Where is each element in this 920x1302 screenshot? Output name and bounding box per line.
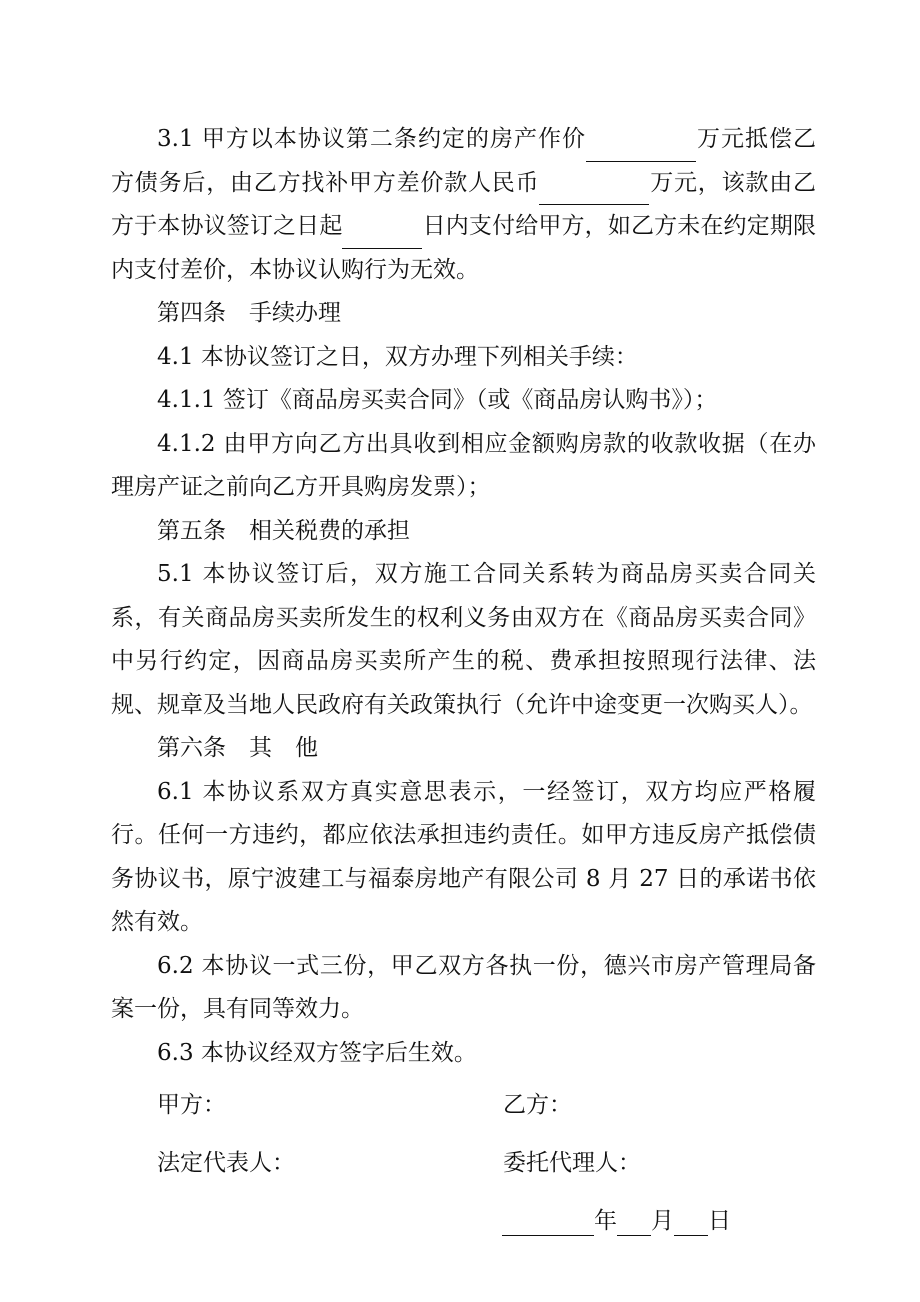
clause-5-1: 5.1 本协议签订后，双方施工合同关系转为商品房买卖合同关系，有关商品房买卖所发生的权利义务由双方在《商品房买卖合同》中另行约定，因商品房买卖所产生的税、费承担按照现行法律、法规、规章及当地人民政府有关政策执行（允许中途变更一次购买人）。 [111,561,816,718]
clause-6-3: 6.3 本协议经双方签字后生效。 [157,1039,477,1066]
clause-4-1-1: 4.1.1 签订《商品房买卖合同》（或《商品房认购书》）； [157,387,718,413]
month-blank[interactable] [617,1209,651,1236]
clause-3-1-part-d: 日内支付给甲方，如乙方未在约定期限内支付差价，本协议认购行为无效。 [111,213,817,283]
authorized-agent-label: 委托代理人： [503,1150,641,1176]
clause-4-1: 4.1 本协议签订之日，双方办理下列相关手续： [157,343,638,370]
price-blank[interactable] [586,136,696,161]
difference-blank[interactable] [539,180,649,205]
clause-4-1-2: 4.1.2 由甲方向乙方出具收到相应金额购房款的收款收据（在办理房产证之前向乙方开具购房发票）； [111,430,816,500]
year-blank[interactable] [502,1209,594,1236]
clause-6-1: 6.1 本协议系双方真实意思表示，一经签订，双方均应严格履行。任何一方违约，都应依法承担违约责任。如甲方违反房产抵偿债务协议书，原宁波建工与福泰房地产有限公司 8 月 27 日的承诺书依然有效。 [111,778,816,935]
article-4-title: 第四条 手续办理 [157,300,341,326]
article-5-title: 第五条 相关税费的承担 [157,517,410,544]
article-6-title: 第六条 其 他 [157,735,318,761]
day-label: 日 [708,1208,731,1234]
party-a-label: 甲方： [157,1092,226,1118]
day-blank[interactable] [674,1209,708,1236]
signing-date [502,1206,731,1236]
legal-representative-label: 法定代表人： [157,1150,295,1176]
clause-3-1-part-b: 万元抵偿乙方债务后，由乙方找补甲方差价款人民币 [111,126,817,196]
agreement-body [111,118,816,1075]
month-label: 月 [651,1208,674,1234]
clause-3-1 [111,118,816,292]
year-label: 年 [594,1208,617,1234]
party-b-label: 乙方： [503,1092,572,1118]
days-blank[interactable] [342,223,422,248]
clause-3-1-part-a: 3.1 甲方以本协议第二条约定的房产作价 [157,126,586,152]
clause-6-2: 6.2 本协议一式三份，甲乙双方各执一份，德兴市房产管理局备案一份，具有同等效力。 [111,952,816,1022]
clause-3-1-part-c: 万元，该款由乙方于本协议签订之日起 [111,169,817,239]
